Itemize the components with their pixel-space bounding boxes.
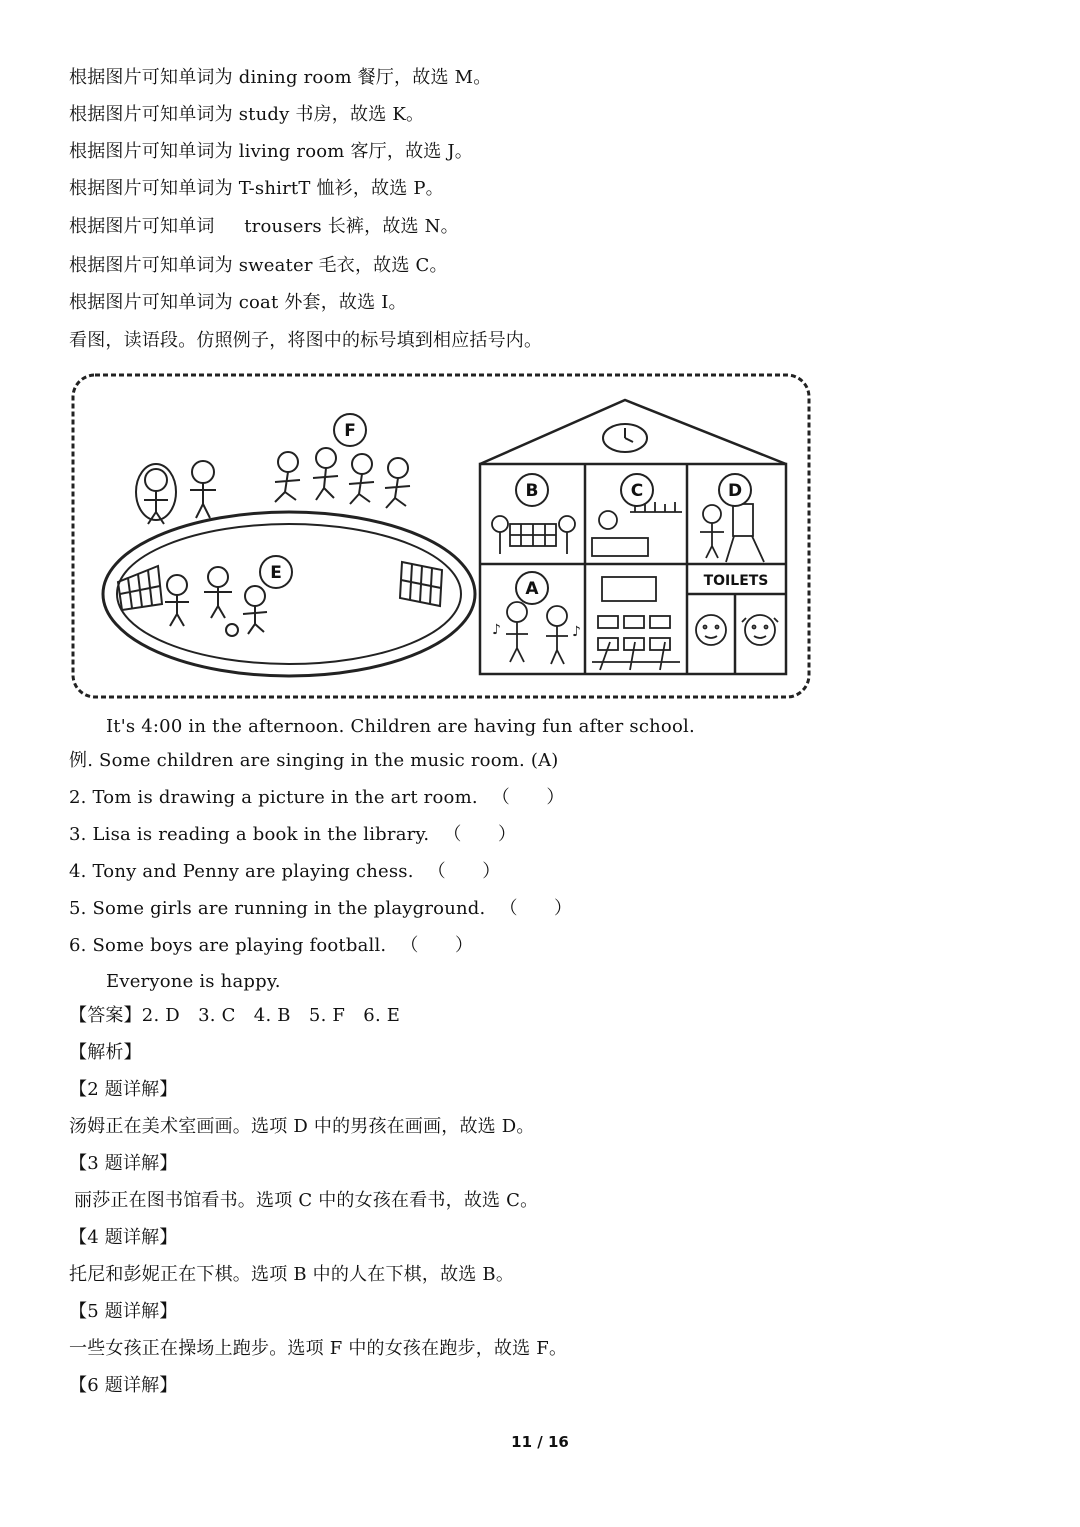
explanation-line-1: 根据图片可知单词为 dining room 餐厅，故选 M。 [69, 67, 492, 88]
detail-text-2: 汤姆正在美术室画画。选项 D 中的男孩在画画，故选 D。 [69, 1116, 535, 1137]
answer-blank: （ ） [499, 898, 573, 919]
clock-icon [603, 424, 647, 452]
svg-text:♪: ♪ [492, 622, 501, 638]
football-goal-right [400, 562, 442, 606]
analysis-heading: 【解析】 [69, 1042, 142, 1063]
passage-closing: Everyone is happy. [106, 971, 281, 992]
passage-intro: It's 4:00 in the afternoon. Children are having fun after school. [106, 716, 695, 737]
art-room-scene [700, 504, 764, 562]
school-scene-figure [70, 372, 812, 700]
toilets-sign: TOILETS [703, 573, 769, 589]
answer-blank: （ ） [491, 787, 565, 808]
running-girls-group [275, 448, 410, 508]
library-room-scene [592, 502, 682, 556]
question-text: 5. Some girls are running in the playground. [69, 898, 486, 919]
detail-text-4: 托尼和彭妮正在下棋。选项 B 中的人在下棋，故选 B。 [69, 1264, 515, 1285]
question-text: 6. Some boys are playing football. [69, 935, 387, 956]
question-2 [69, 786, 565, 810]
classroom-scene [592, 577, 680, 670]
detail-heading-4: 【4 题详解】 [69, 1227, 178, 1248]
child-skipping-rope [136, 464, 176, 524]
detail-text-3: 丽莎正在图书馆看书。选项 C 中的女孩在看书，故选 C。 [74, 1190, 539, 1211]
question-text: 2. Tom is drawing a picture in the art room. [69, 787, 478, 808]
explanation-line-6: 根据图片可知单词为 sweater 毛衣，故选 C。 [69, 255, 448, 276]
svg-text:♪: ♪ [572, 624, 581, 640]
boys-playing-football [165, 567, 267, 636]
music-room-scene [492, 602, 581, 664]
answer-line: 【答案】2. D 3. C 4. B 5. F 6. E [69, 1005, 401, 1026]
question-5 [69, 897, 572, 921]
explanation-line-7: 根据图片可知单词为 coat 外套，故选 I。 [69, 292, 407, 313]
explanation-line-2: 根据图片可知单词为 study 书房，故选 K。 [69, 104, 425, 125]
detail-heading-2: 【2 题详解】 [69, 1079, 178, 1100]
detail-heading-5: 【5 题详解】 [69, 1301, 178, 1322]
detail-text-5: 一些女孩正在操场上跑步。选项 F 中的女孩在跑步，故选 F。 [69, 1338, 568, 1359]
instruction-line: 看图，读语段。仿照例子，将图中的标号填到相应括号内。 [69, 330, 543, 351]
child-cheering [190, 461, 216, 518]
chess-room-scene [492, 516, 575, 554]
label-f: F [344, 421, 356, 441]
label-d: D [727, 481, 743, 501]
answer-blank: （ ） [400, 935, 474, 956]
question-6 [69, 934, 473, 958]
page-number: 11 / 16 [511, 1433, 569, 1451]
explanation-line-5: 根据图片可知单词 trousers 长裤，故选 N。 [69, 216, 459, 237]
detail-heading-6: 【6 题详解】 [69, 1375, 178, 1396]
label-e: E [270, 563, 282, 583]
detail-heading-3: 【3 题详解】 [69, 1153, 178, 1174]
label-b: B [525, 481, 539, 501]
passage-example: 例. Some children are singing in the music room. (A) [69, 750, 559, 771]
question-text: 4. Tony and Penny are playing chess. [69, 861, 414, 882]
label-a: A [525, 579, 539, 599]
running-track-outer [103, 512, 475, 676]
answer-blank: （ ） [443, 824, 517, 845]
question-text: 3. Lisa is reading a book in the library. [69, 824, 430, 845]
toilet-faces [696, 615, 778, 645]
answer-blank: （ ） [427, 861, 501, 882]
label-c: C [630, 481, 644, 501]
question-4 [69, 860, 500, 884]
explanation-line-3: 根据图片可知单词为 living room 客厅，故选 J。 [69, 141, 474, 162]
explanation-line-4: 根据图片可知单词为 T-shirtT 恤衫，故选 P。 [69, 178, 444, 199]
question-3 [69, 823, 516, 847]
